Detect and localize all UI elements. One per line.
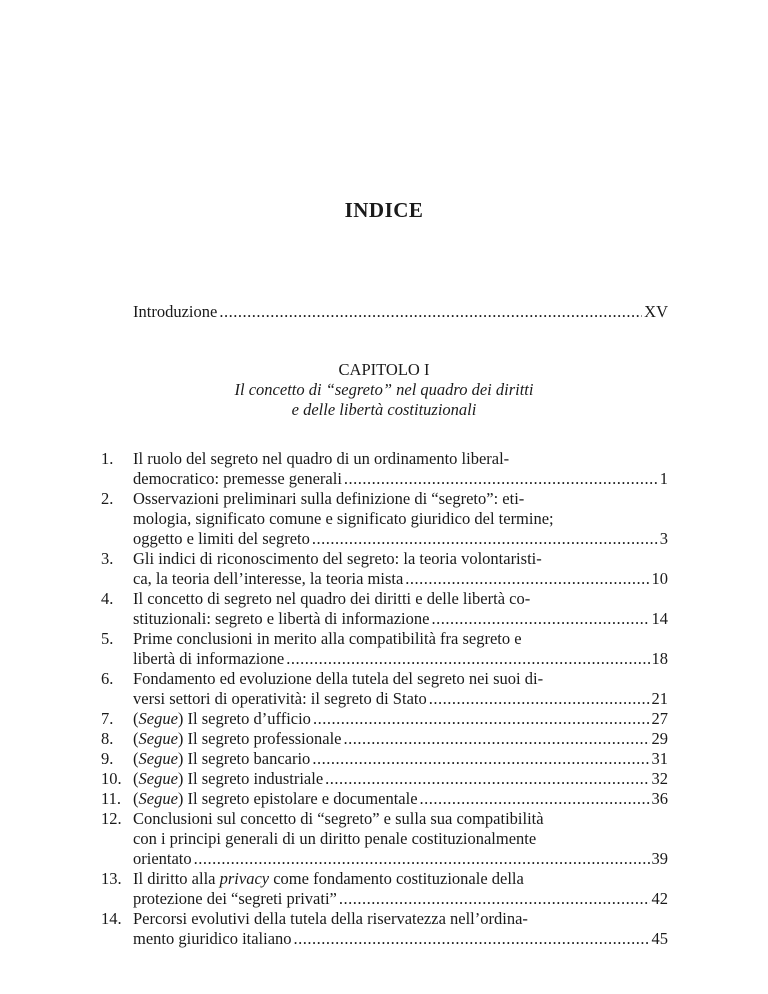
segue-label: Segue — [138, 749, 178, 768]
chapter-number: CAPITOLO I — [338, 360, 430, 379]
toc-entry-line: Prime conclusioni in merito alla compatibilità fra segreto e — [133, 629, 522, 648]
toc-entry-last-line — [133, 789, 668, 809]
toc-entry-text: (Segue) Il segreto d’ufficio — [133, 709, 311, 728]
toc-entry[interactable] — [101, 729, 668, 749]
toc-entry-text: (Segue) Il segreto professionale — [133, 729, 342, 748]
segue-label: Segue — [138, 789, 178, 808]
toc-entry-last-line — [133, 529, 668, 549]
toc-entry-last-line — [133, 849, 668, 869]
toc-entry-number: 3. — [101, 549, 114, 568]
toc-entry-number: 8. — [101, 729, 114, 748]
toc-entry-last-line — [133, 649, 668, 669]
dot-leader — [431, 609, 649, 629]
toc-entry-last-text: Il segreto d’ufficio — [183, 709, 311, 728]
toc-entry-last-line — [133, 889, 668, 909]
toc-entry-text: (Segue) Il segreto industriale — [133, 769, 324, 788]
toc-entry-number: 12. — [101, 809, 122, 828]
toc-entry-line: Il concetto di segreto nel quadro dei diritti e delle libertà co- — [133, 589, 531, 608]
toc-entry-line: Gli indici di riconoscimento del segreto: la teoria volontaristi- — [133, 549, 542, 568]
toc-entry-page: 39 — [651, 849, 668, 868]
toc-entry-text — [133, 889, 337, 909]
toc-entry[interactable] — [101, 589, 668, 629]
toc-entry-number: 4. — [101, 589, 114, 608]
toc-entry-line: Conclusioni sul concetto di “segreto” e sulla sua compatibilità — [133, 809, 544, 828]
toc-entry-last-line — [133, 689, 668, 709]
dot-leader — [405, 569, 649, 589]
toc-entry-page: 21 — [651, 689, 668, 708]
segue-label: Segue — [138, 769, 178, 788]
toc-entry[interactable] — [101, 769, 668, 789]
chapter-heading-block — [0, 360, 768, 420]
toc-entry-text — [133, 569, 403, 589]
dot-leader — [219, 302, 642, 322]
toc-entry-number: 14. — [101, 909, 122, 928]
toc-entry-line: con i principi generali di un diritto penale costituzionalmente — [133, 829, 537, 848]
toc-introduction[interactable] — [133, 302, 668, 322]
toc-entry-last-line — [133, 929, 668, 949]
dot-leader — [313, 709, 650, 729]
toc-entry-page: 32 — [651, 769, 668, 788]
toc-entry-text — [133, 689, 427, 709]
table-of-contents — [101, 449, 668, 949]
page-title: INDICE — [344, 198, 424, 222]
dot-leader — [343, 729, 649, 749]
toc-entry-last-line — [133, 769, 668, 789]
toc-entry-number: 9. — [101, 749, 114, 768]
dot-leader — [429, 689, 650, 709]
dot-leader — [286, 649, 649, 669]
toc-entry-last-text: protezione dei “segreti privati” — [133, 889, 337, 908]
toc-entry-line: mologia, significato comune e significato giuridico del termine; — [133, 509, 554, 528]
toc-entry-page: 36 — [651, 789, 668, 808]
toc-entry-last-text: libertà di informazione — [133, 649, 285, 668]
toc-entry-page: 10 — [651, 569, 668, 588]
introduction-label: Introduzione — [133, 302, 218, 321]
segue-label: Segue — [138, 709, 178, 728]
toc-entry[interactable] — [101, 489, 668, 549]
dot-leader — [194, 849, 650, 869]
toc-entry-number: 5. — [101, 629, 114, 648]
toc-entry-text — [133, 849, 192, 869]
segue-label: Segue — [138, 729, 178, 748]
toc-entry[interactable] — [101, 749, 668, 769]
introduction-page: XV — [644, 302, 668, 321]
chapter-subtitle-line-1: Il concetto di “segreto” nel quadro dei diritti — [234, 380, 534, 399]
toc-entry-page: 14 — [651, 609, 668, 628]
toc-entry-page: 45 — [651, 929, 668, 948]
toc-entry-text: (Segue) Il segreto bancario — [133, 749, 311, 768]
toc-entry-last-text: democratico: premesse generali — [133, 469, 342, 488]
dot-leader — [312, 749, 649, 769]
toc-entry-page: 3 — [659, 529, 668, 548]
toc-entry-page: 1 — [659, 469, 668, 488]
toc-entry-number: 10. — [101, 769, 122, 788]
toc-entry-last-line — [133, 729, 668, 749]
toc-entry-number: 11. — [101, 789, 122, 808]
dot-leader — [325, 769, 649, 789]
dot-leader — [294, 929, 650, 949]
toc-entry[interactable] — [101, 549, 668, 589]
toc-entry-line: Osservazioni preliminari sulla definizione di “segreto”: eti- — [133, 489, 525, 508]
toc-entry-line: Il ruolo del segreto nel quadro di un ordinamento liberal- — [133, 449, 510, 468]
toc-entry-text — [133, 469, 342, 489]
toc-entry-text — [133, 929, 292, 949]
toc-entry-last-text: Il segreto bancario — [183, 749, 311, 768]
toc-entry-line: Il diritto alla privacy come fondamento costituzionale della — [133, 869, 524, 888]
toc-entry-last-line — [133, 469, 668, 489]
toc-entry-last-text: ca, la teoria dell’interesse, la teoria mista — [133, 569, 404, 588]
toc-entry-last-text: versi settori di operatività: il segreto di Stato — [133, 689, 427, 708]
toc-entry[interactable] — [101, 709, 668, 729]
toc-entry[interactable] — [101, 789, 668, 809]
toc-entry[interactable] — [101, 629, 668, 669]
toc-entry-line: Percorsi evolutivi della tutela della riservatezza nell’ordina- — [133, 909, 528, 928]
toc-entry[interactable] — [101, 809, 668, 869]
toc-entry-page: 42 — [651, 889, 668, 908]
toc-entry-page: 31 — [651, 749, 668, 768]
toc-entry-last-text: orientato — [133, 849, 192, 868]
toc-entry-text — [133, 529, 310, 549]
toc-entry-page: 27 — [651, 709, 668, 728]
dot-leader — [339, 889, 650, 909]
toc-entry[interactable] — [101, 669, 668, 709]
toc-entry-number: 13. — [101, 869, 122, 888]
chapter-subtitle-line-2: e delle libertà costituzionali — [291, 400, 477, 419]
dot-leader — [420, 789, 650, 809]
toc-entry-last-text: stituzionali: segreto e libertà di informazione — [133, 609, 430, 628]
toc-entry-text: (Segue) Il segreto epistolare e documentale — [133, 789, 418, 808]
toc-entry-page: 29 — [651, 729, 668, 748]
toc-entry-text — [133, 609, 429, 629]
toc-entry-number: 2. — [101, 489, 114, 508]
toc-entry-line: Fondamento ed evoluzione della tutela del segreto nei suoi di- — [133, 669, 544, 688]
toc-entry-text — [133, 649, 284, 669]
toc-entry-last-line — [133, 609, 668, 629]
toc-entry-last-text: Il segreto professionale — [183, 729, 342, 748]
toc-entry[interactable] — [101, 449, 668, 489]
toc-entry-number: 6. — [101, 669, 114, 688]
toc-entry-last-line — [133, 569, 668, 589]
toc-entry-last-line — [133, 709, 668, 729]
toc-entry-number: 7. — [101, 709, 114, 728]
toc-entry-last-text: mento giuridico italiano — [133, 929, 292, 948]
toc-entry-last-line — [133, 749, 668, 769]
toc-entry-number: 1. — [101, 449, 114, 468]
toc-entry[interactable] — [101, 869, 668, 909]
dot-leader — [312, 529, 658, 549]
dot-leader — [344, 469, 658, 489]
toc-entry-last-text: Il segreto industriale — [183, 769, 324, 788]
toc-entry[interactable] — [101, 909, 668, 949]
toc-entry-page: 18 — [651, 649, 668, 668]
toc-entry-last-text: oggetto e limiti del segreto — [133, 529, 310, 548]
toc-entry-last-text: Il segreto epistolare e documentale — [183, 789, 418, 808]
